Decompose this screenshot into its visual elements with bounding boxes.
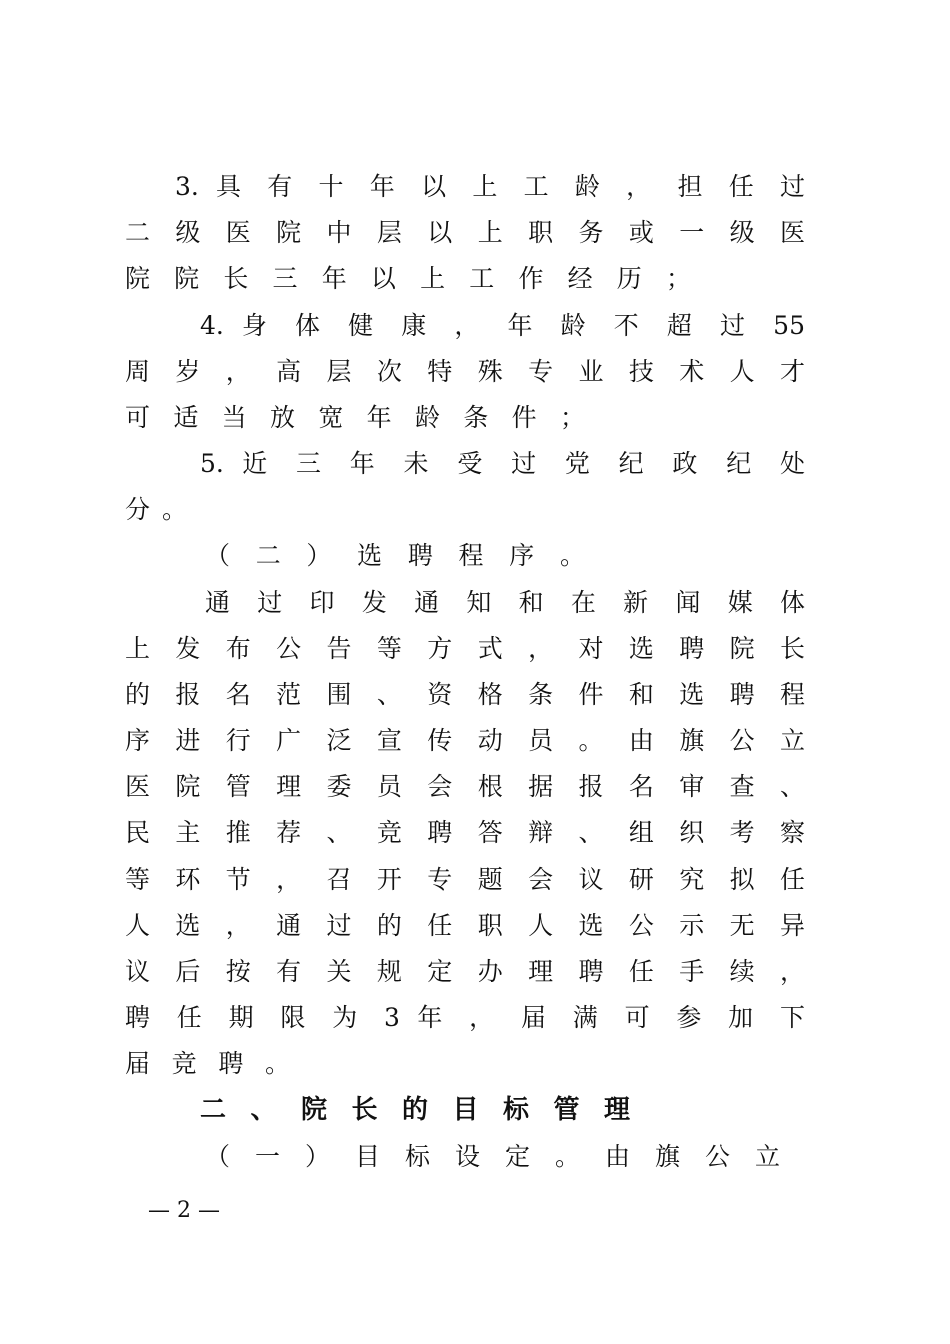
section-subheading: （ 二 ） 选 聘 程 序 。 — [205, 541, 585, 570]
text-line: 医 院 管 理 委 员 会 根 据 报 名 审 查 、 — [125, 772, 805, 801]
text-line: 民 主 推 荐 、 竞 聘 答 辩 、 组 织 考 察 — [125, 818, 805, 847]
text-line: 可 适 当 放 宽 年 龄 条 件 ； — [125, 403, 585, 432]
text-line: 人 选 ， 通 过 的 任 职 人 选 公 示 无 异 — [125, 911, 805, 940]
text-line: 周 岁 ， 高 层 次 特 殊 专 业 技 术 人 才 — [125, 357, 805, 386]
text-line: 院 院 长 三 年 以 上 工 作 经 历 ； — [125, 264, 691, 293]
text-line: 4. 身 体 健 康 ， 年 龄 不 超 过 55 — [200, 311, 805, 340]
text-line: 届 竞 聘 。 — [125, 1049, 290, 1078]
text-line: 议 后 按 有 关 规 定 办 理 聘 任 手 续 ， — [125, 957, 805, 986]
text-line: 5. 近 三 年 未 受 过 党 纪 政 纪 处 — [200, 449, 805, 478]
text-line: 二 级 医 院 中 层 以 上 职 务 或 一 级 医 — [125, 218, 805, 247]
section-heading: 二 、 院 长 的 目 标 管 理 — [200, 1095, 630, 1125]
text-line: 上 发 布 公 告 等 方 式 ， 对 选 聘 院 长 — [125, 634, 805, 663]
text-line: 通 过 印 发 通 知 和 在 新 闻 媒 体 — [205, 588, 805, 617]
page-number: — 2 — — [148, 1198, 220, 1223]
text-line: 的 报 名 范 围 、 资 格 条 件 和 选 聘 程 — [125, 680, 805, 709]
text-line: 聘 任 期 限 为 3 年 ， 届 满 可 参 加 下 — [125, 1003, 805, 1032]
text-line: 等 环 节 ， 召 开 专 题 会 议 研 究 拟 任 — [125, 865, 805, 894]
text-line: 分 。 — [125, 495, 187, 524]
text-line: （ 一 ） 目 标 设 定 。 由 旗 公 立 — [205, 1142, 780, 1171]
text-line: 3. 具 有 十 年 以 上 工 龄 ， 担 任 过 — [175, 172, 805, 201]
text-line: 序 进 行 广 泛 宣 传 动 员 。 由 旗 公 立 — [125, 726, 805, 755]
